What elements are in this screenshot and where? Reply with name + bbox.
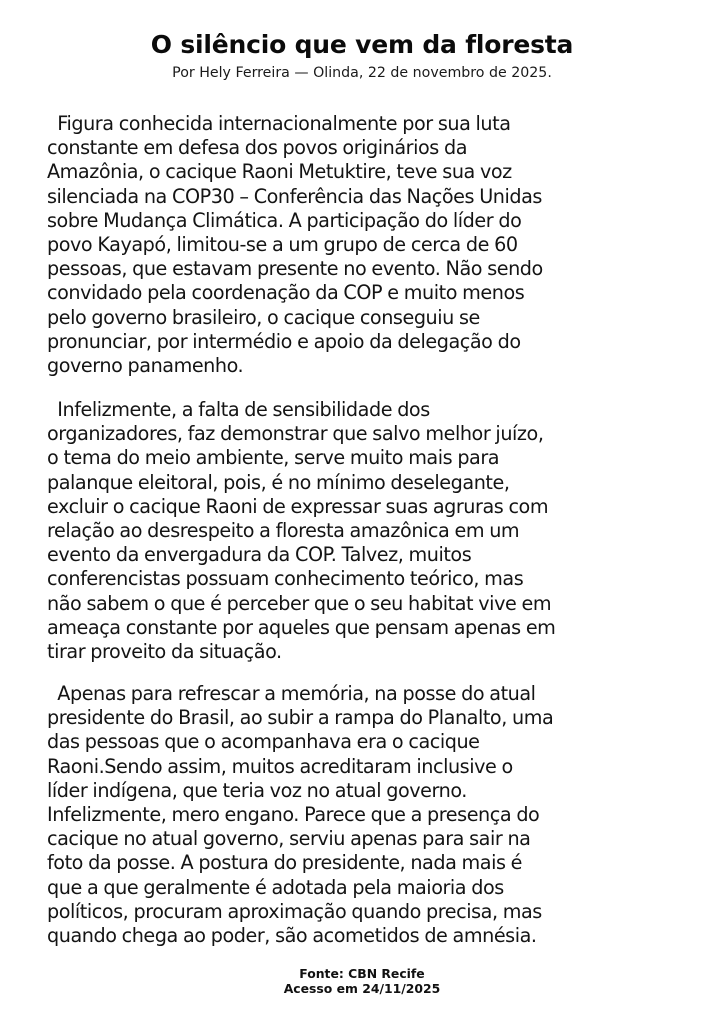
paragraph-text: [47, 112, 707, 378]
text-line: pronunciar, por intermédio e apoio da delegação do: [47, 329, 521, 353]
access-date: Acesso em 24/11/2025: [283, 981, 441, 996]
text-line: políticos, procuram aproximação quando precisa, mas: [47, 899, 542, 923]
text-line: conferencistas possuam conhecimento teórico, mas: [47, 567, 524, 591]
text-line: presidente do Brasil, ao subir a rampa do Planalto, uma: [47, 706, 554, 730]
text-line: foto da posse. A postura do presidente, nada mais é: [47, 851, 523, 875]
text-line: tirar proveito da situação.: [47, 640, 282, 664]
paragraph-text: [47, 682, 707, 948]
text-line: Infelizmente, a falta de sensibilidade dos: [47, 398, 430, 421]
text-line: líder indígena, que teria voz no atual governo.: [47, 778, 467, 802]
text-line: pessoas, que estavam presente no evento. Não sendo: [47, 257, 543, 281]
text-line: evento da envergadura da COP. Talvez, muitos: [47, 543, 472, 567]
text-line: governo panamenho.: [47, 354, 244, 378]
source-credit: Fonte: CBN Recife: [299, 966, 425, 981]
text-line: silenciada na COP30 – Conferência das Nações Unidas: [47, 184, 542, 208]
text-line: que a que geralmente é adotada pela maioria dos: [47, 875, 504, 899]
article-footer: [0, 966, 724, 996]
text-line: povo Kayapó, limitou-se a um grupo de cerca de 60: [47, 233, 518, 257]
text-line: excluir o cacique Raoni de expressar suas agruras com: [47, 494, 549, 518]
text-line: cacique no atual governo, serviu apenas para sair na: [47, 827, 531, 851]
text-line: Raoni.Sendo assim, muitos acreditaram inclusive o: [47, 754, 513, 778]
paragraph-text: [47, 398, 707, 664]
text-line: sobre Mudança Climática. A participação do líder do: [47, 208, 522, 232]
text-line: relação ao desrespeito a floresta amazônica em um: [47, 519, 520, 543]
paragraph-2: [47, 398, 707, 664]
article-byline: Por Hely Ferreira — Olinda, 22 de novembro de 2025.: [172, 65, 552, 81]
text-line: Figura conhecida internacionalmente por sua luta: [47, 112, 511, 135]
text-line: pelo governo brasileiro, o cacique conseguiu se: [47, 305, 480, 329]
text-line: constante em defesa dos povos originários da: [47, 136, 468, 160]
text-line: o tema do meio ambiente, serve muito mais para: [47, 446, 500, 470]
text-line: Infelizmente, mero engano. Parece que a presença do: [47, 803, 540, 827]
text-line: ameaça constante por aqueles que pensam apenas em: [47, 615, 556, 639]
paragraph-1: [47, 112, 707, 378]
text-line: não sabem o que é perceber que o seu habitat vive em: [47, 591, 552, 615]
text-line: convidado pela coordenação da COP e muito menos: [47, 281, 525, 305]
text-line: Amazônia, o cacique Raoni Metuktire, teve sua voz: [47, 160, 512, 184]
text-line: Apenas para refrescar a memória, na posse do atual: [47, 682, 536, 705]
text-line: quando chega ao poder, são acometidos de amnésia.: [47, 924, 537, 948]
text-line: das pessoas que o acompanhava era o cacique: [47, 730, 480, 754]
text-line: organizadores, faz demonstrar que salvo melhor juízo,: [47, 422, 544, 446]
article-title: O silêncio que vem da floresta: [150, 30, 574, 59]
paragraph-3: [47, 682, 707, 948]
text-line: palanque eleitoral, pois, é no mínimo deselegante,: [47, 470, 510, 494]
